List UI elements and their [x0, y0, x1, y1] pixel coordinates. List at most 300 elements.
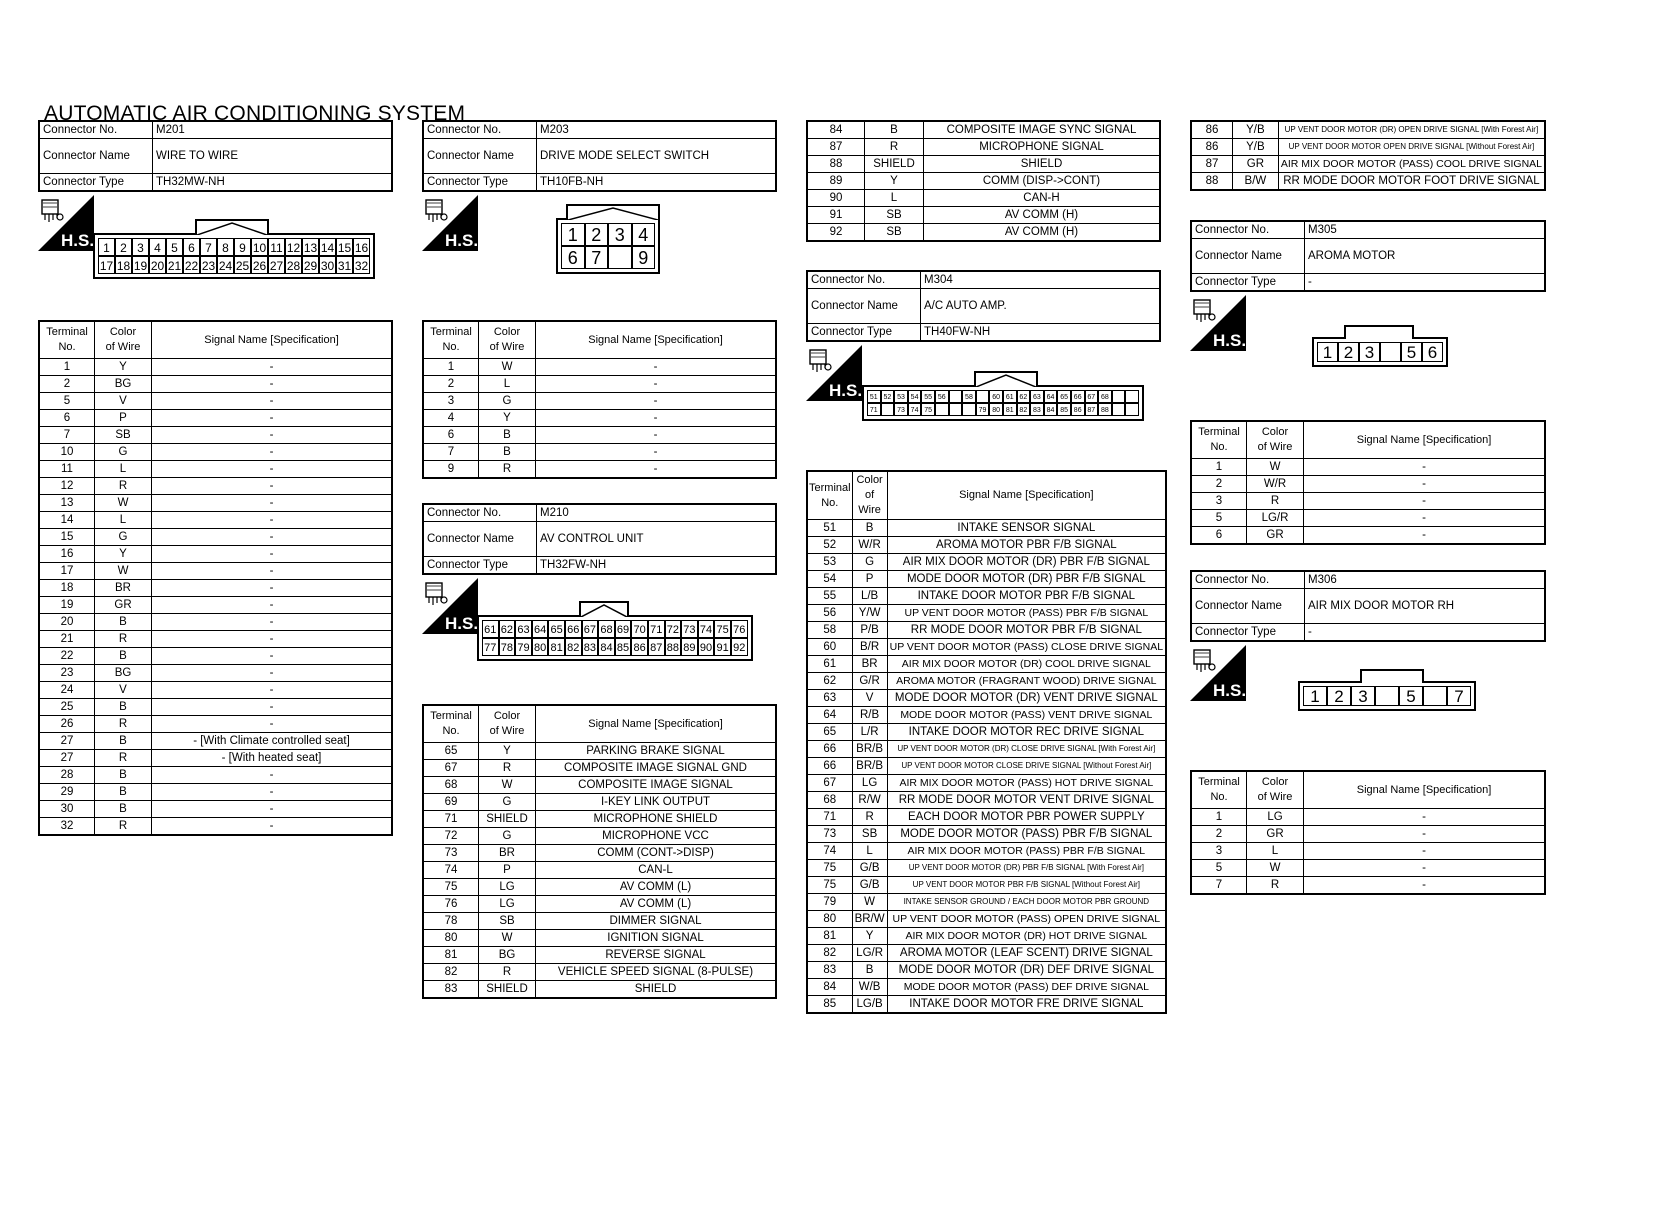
wire-color: Y/B: [1232, 139, 1278, 156]
table-row: [39, 444, 392, 461]
connector-pin: 71: [867, 403, 881, 416]
table-row: [39, 648, 392, 665]
connector-pin: 53: [894, 390, 908, 403]
signal-name: REVERSE SIGNAL: [536, 947, 777, 964]
signal-name: -: [152, 682, 393, 699]
connector-pin: 1: [1303, 686, 1327, 706]
terminal-no: 4: [423, 410, 479, 427]
signal-name: -: [152, 359, 393, 376]
signal-name: -: [1304, 843, 1546, 860]
connector-pin: 79: [976, 403, 990, 416]
terminal-no: 69: [423, 794, 479, 811]
terminal-no: 68: [423, 777, 479, 794]
table-row: [807, 156, 1160, 173]
table-row: [39, 631, 392, 648]
column-header-terminal: Terminal No.: [1191, 421, 1247, 459]
connector-pin: 88: [1098, 403, 1112, 416]
connector-pin: 68: [598, 620, 615, 638]
terminal-no: 6: [423, 427, 479, 444]
connector-pin: 5: [166, 238, 183, 256]
table-row: [39, 427, 392, 444]
hs-label: H.S.: [61, 231, 94, 250]
table-row: [1191, 860, 1545, 877]
wire-color: B/R: [852, 639, 887, 656]
signal-name: MODE DOOR MOTOR (PASS) DEF DRIVE SIGNAL: [887, 979, 1166, 996]
wire-color: Y: [479, 410, 536, 427]
wire-color: W: [95, 495, 152, 512]
column-header-terminal: Terminal No.: [39, 321, 95, 359]
signal-name: COMPOSITE IMAGE SIGNAL: [536, 777, 777, 794]
table-row: [39, 461, 392, 478]
signal-name: INTAKE DOOR MOTOR PBR F/B SIGNAL: [887, 588, 1166, 605]
label-connector-name: Connector Name: [423, 522, 537, 557]
terminal-no: 10: [39, 444, 95, 461]
column-header-color: Color of Wire: [1247, 771, 1304, 809]
connector-pin: 83: [582, 638, 599, 656]
connector-pin: 84: [598, 638, 615, 656]
wire-color: GR: [1247, 527, 1304, 545]
table-row: [807, 724, 1166, 741]
table-header-row: [1191, 771, 1545, 809]
wire-color: G: [479, 393, 536, 410]
wire-color: P: [479, 862, 536, 879]
terminal-no: 78: [423, 913, 479, 930]
terminal-no: 53: [807, 554, 852, 571]
column-header-color: Color of Wire: [852, 471, 887, 520]
signal-name: - [With Climate controlled seat]: [152, 733, 393, 750]
connector-pin: 62: [499, 620, 516, 638]
wire-color: G: [479, 828, 536, 845]
signal-name: AIR MIX DOOR MOTOR (DR) PBR F/B SIGNAL: [887, 554, 1166, 571]
connector-pin: 6: [1422, 342, 1443, 362]
terminal-no: 83: [807, 962, 852, 979]
connector-type-value: -: [1305, 624, 1546, 642]
connector-pin: 24: [217, 256, 234, 274]
column-header-color: Color of Wire: [479, 705, 536, 743]
table-row: [423, 879, 776, 896]
connector-pin: 69: [615, 620, 632, 638]
signal-name: MODE DOOR MOTOR (DR) PBR F/B SIGNAL: [887, 571, 1166, 588]
connector-info-m210: [422, 503, 777, 575]
signal-name: -: [152, 427, 393, 444]
table-row: [807, 826, 1166, 843]
page-title: AUTOMATIC AIR CONDITIONING SYSTEM: [44, 102, 466, 125]
harness-side-icon: [422, 195, 478, 251]
wire-color: W: [1247, 459, 1304, 476]
wire-color: B: [852, 962, 887, 979]
wire-color: B: [865, 121, 924, 139]
signal-table-m201: [38, 320, 393, 836]
connector-pin: 87: [648, 638, 665, 656]
terminal-no: 72: [423, 828, 479, 845]
connector-pin: 9: [632, 246, 656, 269]
connector-pin: 73: [894, 403, 908, 416]
wire-color: BR: [852, 656, 887, 673]
wire-color: BR/B: [852, 758, 887, 775]
table-row: [1191, 877, 1545, 895]
signal-name: AV COMM (H): [924, 224, 1161, 242]
table-row: [39, 699, 392, 716]
terminal-no: 3: [423, 393, 479, 410]
wire-color: GR: [1247, 826, 1304, 843]
signal-name: -: [152, 563, 393, 580]
harness-side-icon: [1190, 295, 1246, 351]
connector-latch: [1360, 669, 1424, 683]
table-header-row: [807, 471, 1166, 520]
terminal-no: 1: [1191, 459, 1247, 476]
terminal-no: 19: [39, 597, 95, 614]
signal-table-m210-continued: [806, 120, 1161, 242]
terminal-no: 7: [1191, 877, 1247, 895]
connector-no-value: M305: [1305, 221, 1546, 239]
terminal-no: 62: [807, 673, 852, 690]
connector-pin: [1125, 403, 1139, 416]
connector-pin: 64: [532, 620, 549, 638]
wire-color: R: [865, 139, 924, 156]
connector-pin: 1: [561, 223, 585, 246]
connector-pin: 51: [867, 390, 881, 403]
signal-name: -: [536, 427, 777, 444]
connector-type-value: -: [1305, 274, 1546, 292]
connector-pin: 19: [132, 256, 149, 274]
label-connector-type: Connector Type: [423, 557, 537, 575]
connector-pin: 26: [251, 256, 268, 274]
terminal-no: 63: [807, 690, 852, 707]
wire-color: B: [95, 784, 152, 801]
wire-color: G/B: [852, 860, 887, 877]
signal-name: MODE DOOR MOTOR (PASS) PBR F/B SIGNAL: [887, 826, 1166, 843]
label-connector-type: Connector Type: [807, 324, 921, 342]
table-row: [423, 760, 776, 777]
connector-pin: 11: [268, 238, 285, 256]
hs-label: H.S.: [1213, 331, 1246, 350]
terminal-no: 7: [39, 427, 95, 444]
table-row: [423, 930, 776, 947]
table-row: [807, 945, 1166, 962]
table-row: [807, 139, 1160, 156]
column-header-signal: Signal Name [Specification]: [1304, 771, 1546, 809]
table-row: [423, 777, 776, 794]
wire-color: LG: [1247, 809, 1304, 826]
terminal-no: 81: [423, 947, 479, 964]
table-row: [807, 707, 1166, 724]
connector-pin: 74: [908, 403, 922, 416]
signal-name: COMPOSITE IMAGE SIGNAL GND: [536, 760, 777, 777]
wire-color: W: [852, 894, 887, 911]
terminal-no: 74: [423, 862, 479, 879]
connector-pin: 13: [302, 238, 319, 256]
wire-color: B: [95, 767, 152, 784]
signal-name: -: [536, 376, 777, 393]
signal-table-m304: [806, 470, 1167, 1014]
wire-color: BR: [479, 845, 536, 862]
signal-table-m305: [1190, 420, 1546, 545]
table-row: [807, 207, 1160, 224]
wire-color: P: [852, 571, 887, 588]
connector-pin: [1423, 686, 1447, 706]
table-row: [807, 622, 1166, 639]
signal-name: -: [536, 410, 777, 427]
connector-face-m203: [556, 218, 660, 274]
harness-side-icon: [422, 578, 478, 634]
connector-pin: 65: [548, 620, 565, 638]
wire-color: GR: [1232, 156, 1278, 173]
terminal-no: 74: [807, 843, 852, 860]
signal-table-m203: [422, 320, 777, 479]
connector-pin: 78: [499, 638, 516, 656]
terminal-no: 66: [807, 741, 852, 758]
connector-pin: 63: [1030, 390, 1044, 403]
connector-name-value: DRIVE MODE SELECT SWITCH: [537, 139, 777, 174]
table-row: [1191, 459, 1545, 476]
table-row: [39, 784, 392, 801]
table-row: [423, 845, 776, 862]
table-header-row: [1191, 421, 1545, 459]
terminal-no: 7: [423, 444, 479, 461]
connector-type-value: TH40FW-NH: [921, 324, 1161, 342]
connector-pin: 2: [1327, 686, 1351, 706]
wire-color: R: [1247, 493, 1304, 510]
terminal-no: 60: [807, 639, 852, 656]
terminal-no: 76: [423, 896, 479, 913]
connector-pin: 6: [561, 246, 585, 269]
signal-name: MODE DOOR MOTOR (DR) VENT DRIVE SIGNAL: [887, 690, 1166, 707]
table-row: [39, 359, 392, 376]
terminal-no: 52: [807, 537, 852, 554]
connector-pin: 10: [251, 238, 268, 256]
signal-name: -: [152, 444, 393, 461]
connector-name-value: AIR MIX DOOR MOTOR RH: [1305, 589, 1546, 624]
wire-color: BG: [95, 665, 152, 682]
connector-pin: 68: [1098, 390, 1112, 403]
terminal-no: 58: [807, 622, 852, 639]
connector-pin: 23: [200, 256, 217, 274]
connector-pin: [1112, 403, 1126, 416]
terminal-no: 2: [39, 376, 95, 393]
label-connector-no: Connector No.: [423, 121, 537, 139]
signal-name: -: [1304, 527, 1546, 545]
signal-name: -: [536, 393, 777, 410]
table-row: [1191, 527, 1545, 545]
connector-info-m306: [1190, 570, 1546, 642]
table-row: [807, 860, 1166, 877]
wire-color: SB: [95, 427, 152, 444]
wire-color: R: [95, 478, 152, 495]
terminal-no: 16: [39, 546, 95, 563]
connector-pin: 67: [582, 620, 599, 638]
table-row: [423, 811, 776, 828]
wire-color: BG: [95, 376, 152, 393]
signal-name: -: [152, 699, 393, 716]
wire-color: G/B: [852, 877, 887, 894]
signal-name: UP VENT DOOR MOTOR (PASS) CLOSE DRIVE SIGNAL: [887, 639, 1166, 656]
connector-pin: 62: [1017, 390, 1031, 403]
terminal-no: 29: [39, 784, 95, 801]
signal-table-m306: [1190, 770, 1546, 895]
column-header-terminal: Terminal No.: [423, 705, 479, 743]
table-row: [39, 410, 392, 427]
wire-color: SB: [865, 207, 924, 224]
column-header-signal: Signal Name [Specification]: [1304, 421, 1546, 459]
terminal-no: 22: [39, 648, 95, 665]
terminal-no: 2: [1191, 826, 1247, 843]
table-row: [39, 750, 392, 767]
signal-name: INTAKE DOOR MOTOR REC DRIVE SIGNAL: [887, 724, 1166, 741]
connector-pin: 4: [632, 223, 656, 246]
signal-name: RR MODE DOOR MOTOR FOOT DRIVE SIGNAL: [1278, 173, 1545, 191]
table-row: [39, 682, 392, 699]
signal-name: -: [152, 784, 393, 801]
table-row: [39, 614, 392, 631]
signal-name: -: [1304, 510, 1546, 527]
label-connector-no: Connector No.: [39, 121, 153, 139]
signal-name: CAN-L: [536, 862, 777, 879]
terminal-no: 75: [807, 877, 852, 894]
hs-label: H.S.: [445, 614, 478, 633]
wire-color: L: [95, 461, 152, 478]
connector-no-value: M203: [537, 121, 777, 139]
table-row: [423, 376, 776, 393]
connector-pin: 77: [482, 638, 499, 656]
connector-pin: 22: [183, 256, 200, 274]
table-row: [423, 947, 776, 964]
wire-color: Y: [865, 173, 924, 190]
terminal-no: 12: [39, 478, 95, 495]
connector-pin: 31: [336, 256, 353, 274]
connector-pin: 2: [1338, 342, 1359, 362]
wire-color: GR: [95, 597, 152, 614]
signal-name: INTAKE SENSOR GROUND / EACH DOOR MOTOR PBR GROUND: [887, 894, 1166, 911]
signal-table-m210: [422, 704, 777, 999]
connector-pin: 89: [681, 638, 698, 656]
connector-info-m305: [1190, 220, 1546, 292]
terminal-no: 87: [1191, 156, 1232, 173]
connector-pin: 25: [234, 256, 251, 274]
terminal-no: 9: [423, 461, 479, 479]
connector-pin: 17: [98, 256, 115, 274]
label-connector-no: Connector No.: [423, 504, 537, 522]
signal-name: -: [152, 512, 393, 529]
wire-color: L/R: [852, 724, 887, 741]
connector-pin: 3: [1359, 342, 1380, 362]
connector-info-m304: [806, 270, 1161, 342]
wire-color: L: [1247, 843, 1304, 860]
wire-color: Y/B: [1232, 121, 1278, 139]
wire-color: R: [95, 631, 152, 648]
label-connector-type: Connector Type: [1191, 624, 1305, 642]
connector-pin: 18: [115, 256, 132, 274]
connector-no-value: M304: [921, 271, 1161, 289]
signal-name: -: [152, 665, 393, 682]
connector-pin: 3: [132, 238, 149, 256]
wire-color: LG/R: [1247, 510, 1304, 527]
signal-name: EACH DOOR MOTOR PBR POWER SUPPLY: [887, 809, 1166, 826]
wire-color: G/R: [852, 673, 887, 690]
signal-name: -: [1304, 476, 1546, 493]
wire-color: L: [479, 376, 536, 393]
wire-color: B: [95, 801, 152, 818]
wire-color: LG: [852, 775, 887, 792]
wire-color: W: [479, 930, 536, 947]
column-header-signal: Signal Name [Specification]: [536, 705, 777, 743]
wire-color: V: [852, 690, 887, 707]
signal-name: AIR MIX DOOR MOTOR (DR) HOT DRIVE SIGNAL: [887, 928, 1166, 945]
terminal-no: 27: [39, 750, 95, 767]
signal-name: DIMMER SIGNAL: [536, 913, 777, 930]
wire-color: Y: [95, 546, 152, 563]
wire-color: L: [95, 512, 152, 529]
connector-type-value: TH10FB-NH: [537, 174, 777, 192]
connector-pin: [1112, 390, 1126, 403]
connector-pin: 73: [681, 620, 698, 638]
signal-name: AV COMM (H): [924, 207, 1161, 224]
terminal-no: 6: [1191, 527, 1247, 545]
table-row: [1191, 843, 1545, 860]
wire-color: L: [865, 190, 924, 207]
connector-pin: 1: [1317, 342, 1338, 362]
connector-pin: [976, 390, 990, 403]
terminal-no: 66: [807, 758, 852, 775]
table-row: [1191, 156, 1545, 173]
connector-face-m306: [1298, 681, 1476, 711]
table-row: [807, 996, 1166, 1014]
connector-pin: 79: [515, 638, 532, 656]
harness-side-icon: [1190, 645, 1246, 701]
hs-label: H.S.: [1213, 681, 1246, 700]
connector-latch: [1344, 325, 1414, 339]
signal-name: -: [152, 461, 393, 478]
table-row: [423, 461, 776, 479]
terminal-no: 13: [39, 495, 95, 512]
connector-pin: 32: [353, 256, 370, 274]
harness-side-icon: [38, 195, 94, 251]
connector-pin: 52: [881, 390, 895, 403]
connector-pin: 63: [515, 620, 532, 638]
table-row: [807, 809, 1166, 826]
hs-label: H.S.: [445, 231, 478, 250]
wire-color: SHIELD: [865, 156, 924, 173]
signal-name: -: [152, 393, 393, 410]
terminal-no: 71: [807, 809, 852, 826]
signal-name: -: [1304, 493, 1546, 510]
signal-name: MICROPHONE VCC: [536, 828, 777, 845]
connector-face-m305: [1312, 337, 1448, 367]
wire-color: LG: [479, 896, 536, 913]
terminal-no: 30: [39, 801, 95, 818]
connector-latch: [974, 371, 1038, 387]
table-row: [807, 690, 1166, 707]
signal-name: -: [152, 767, 393, 784]
wire-color: B: [95, 614, 152, 631]
connector-pin: 5: [1401, 342, 1422, 362]
terminal-no: 89: [807, 173, 865, 190]
signal-name: -: [152, 410, 393, 427]
wire-color: W/R: [852, 537, 887, 554]
signal-name: -: [152, 529, 393, 546]
signal-name: -: [1304, 877, 1546, 895]
terminal-no: 75: [423, 879, 479, 896]
terminal-no: 88: [807, 156, 865, 173]
terminal-no: 26: [39, 716, 95, 733]
wire-color: B: [95, 648, 152, 665]
terminal-no: 88: [1191, 173, 1232, 191]
column-header-color: Color of Wire: [1247, 421, 1304, 459]
signal-name: COMM (CONT->DISP): [536, 845, 777, 862]
table-row: [39, 529, 392, 546]
label-connector-no: Connector No.: [1191, 221, 1305, 239]
terminal-no: 67: [807, 775, 852, 792]
connector-pin: [608, 246, 632, 269]
